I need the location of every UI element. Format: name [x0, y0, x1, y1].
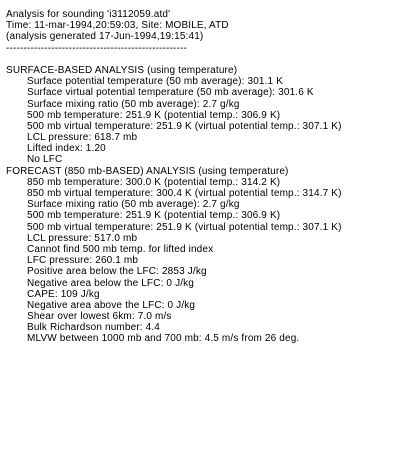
report-separator: ----------------------------------------------------: [6, 42, 187, 54]
surface-virtual-potential-temp: Surface virtual potential temperature (50 mb average): 301.6 K: [27, 87, 314, 99]
forecast-850mb-temp: 850 mb temperature: 300.0 K (potential temp.: 314.2 K): [27, 176, 281, 188]
forecast-mlvw: MLVW between 1000 mb and 700 mb: 4.5 m/s from 26 deg.: [27, 333, 300, 345]
surface-potential-temp: Surface potential temperature (50 mb average): 301.1 K: [27, 76, 284, 88]
forecast-mixing-ratio: Surface mixing ratio (50 mb average): 2.7 g/kg: [27, 199, 240, 211]
forecast-500mb-temp: 500 mb temperature: 251.9 K (potential temp.: 306.9 K): [27, 210, 281, 222]
forecast-negative-area-below: Negative area below the LFC: 0 J/kg: [27, 277, 195, 289]
forecast-lifted-index-note: Cannot find 500 mb temp. for lifted index: [27, 243, 214, 255]
forecast-lfc-pressure: LFC pressure: 260.1 mb: [27, 255, 139, 267]
surface-lcl-pressure: LCL pressure: 618.7 mb: [27, 132, 138, 144]
surface-500mb-virtual-temp: 500 mb virtual temperature: 251.9 K (virtual potential temp.: 307.1 K): [27, 120, 342, 132]
surface-lifted-index: Lifted index: 1.20: [27, 143, 106, 155]
forecast-bulk-richardson: Bulk Richardson number: 4.4: [27, 322, 161, 334]
forecast-negative-area-above: Negative area above the LFC: 0 J/kg: [27, 299, 196, 311]
forecast-850mb-virtual-temp: 850 mb virtual temperature: 300.4 K (virtual potential temp.: 314.7 K): [27, 188, 342, 199]
forecast-shear: Shear over lowest 6km: 7.0 m/s: [27, 311, 172, 323]
surface-lfc-status: No LFC: [27, 154, 63, 166]
report-title: Analysis for sounding 'i3112059.atd': [6, 9, 171, 20]
report-time-site: Time: 11-mar-1994,20:59:03, Site: MOBILE, ATD: [6, 20, 229, 32]
analysis-text-block: [6, 9, 416, 345]
surface-mixing-ratio: Surface mixing ratio (50 mb average): 2.7 g/kg: [27, 98, 240, 110]
forecast-lcl-pressure: LCL pressure: 517.0 mb: [27, 232, 138, 244]
surface-500mb-temp: 500 mb temperature: 251.9 K (potential temp.: 306.9 K): [27, 109, 281, 121]
surface-section-title: SURFACE-BASED ANALYSIS (using temperature): [6, 64, 238, 76]
forecast-cape: CAPE: 109 J/kg: [27, 288, 100, 300]
blank-line: [6, 54, 416, 65]
forecast-section-title: FORECAST (850 mb-BASED) ANALYSIS (using temperature): [6, 165, 289, 177]
report-generated: (analysis generated 17-Jun-1994,19:15:41): [6, 31, 204, 43]
forecast-500mb-virtual-temp: 500 mb virtual temperature: 251.9 K (virtual potential temp.: 307.1 K): [27, 221, 342, 233]
forecast-positive-area: Positive area below the LFC: 2853 J/kg: [27, 266, 207, 278]
